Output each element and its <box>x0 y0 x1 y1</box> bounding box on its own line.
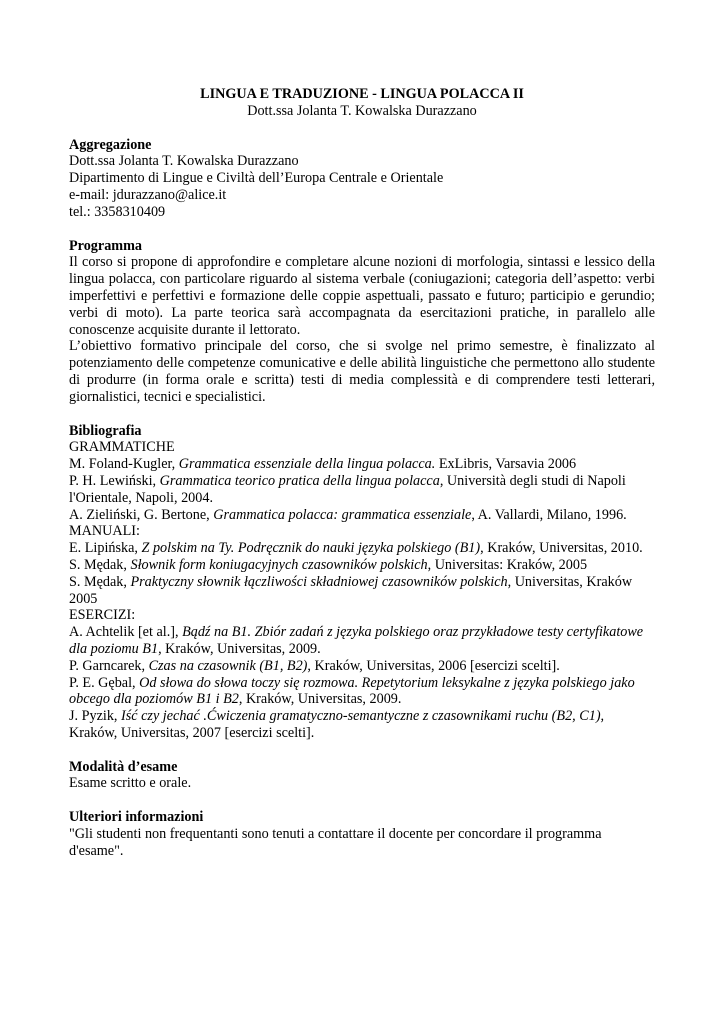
entry-author: A. Zieliński, G. Bertone, <box>69 506 214 523</box>
aggregazione-phone: tel.: 3358310409 <box>69 203 166 220</box>
entry-publisher: , Kraków, Universitas, 2006 [esercizi scelti]. <box>307 657 560 674</box>
entry-author: P. E. Gębal, <box>69 674 140 691</box>
programma-paragraph: Il corso si propone di approfondire e completare alcune nozioni di morfologia, sintassi e lessico della lingua polacca, con particolare riguardo al sistema verbale (coniugazioni; categoria dell’aspetto: verbi imperfettivi e perfettivi e formazione delle coppie aspettuali, passato e futuro; participio e gerundio; verbi di moto). La parte teorica sarà accompagnata da esercitazioni pratiche, in parallelo alle conoscenze acquisite durante il lettorato. <box>69 254 655 338</box>
aggregazione-email: e-mail: jdurazzano@alice.it <box>69 186 227 203</box>
entry-publisher: , A. Vallardi, Milano, 1996. <box>471 506 627 523</box>
bibliography-entry <box>69 507 655 524</box>
bibliography-entry <box>69 456 655 473</box>
entry-publisher: , Universitas, Kraków 2005 <box>69 573 633 607</box>
entry-title: Iść czy jechać .Ćwiczenia gramatyczno-semantyczne z czasownikami ruchu (B2, C1), <box>121 708 605 725</box>
document-page <box>69 86 655 860</box>
esercizi-label: ESERCIZI: <box>69 607 136 624</box>
section-programma <box>69 238 655 406</box>
entry-author: S. Mędak, <box>69 573 131 590</box>
entry-publisher: ExLibris, Varsavia 2006 <box>435 456 577 473</box>
entry-publisher: , Università degli studi di Napoli l'Orientale, Napoli, 2004. <box>69 472 626 506</box>
bibliography-entry <box>69 624 655 658</box>
bibliography-entry <box>69 574 655 608</box>
entry-title: Grammatica teorico pratica della lingua polacca <box>159 472 440 489</box>
entry-author: P. H. Lewiński, <box>69 472 160 489</box>
bibliography-entry <box>69 708 655 742</box>
ulteriori-heading: Ulteriori informazioni <box>69 809 204 826</box>
entry-publisher: , Kraków, Universitas, 2009. <box>158 640 321 657</box>
aggregazione-name: Dott.ssa Jolanta T. Kowalska Durazzano <box>69 153 299 170</box>
entry-title: Bądź na B1. Zbiór zadań z języka polskiego oraz przykładowe testy certyfikatowe dla poziomu B1 <box>69 624 644 657</box>
course-title: LINGUA E TRADUZIONE - LINGUA POLACCA II <box>200 86 524 102</box>
entry-author: P. Garncarek, <box>69 657 149 674</box>
entry-author: S. Mędak, <box>69 556 131 573</box>
entry-title: Grammatica essenziale della lingua polacca. <box>178 456 436 473</box>
ulteriori-text: "Gli studenti non frequentanti sono tenuti a contattare il docente per concordare il programma d'esame". <box>69 826 602 859</box>
entry-publisher: , Kraków, Universitas, 2009. <box>238 691 402 708</box>
entry-author: M. Foland-Kugler, <box>69 456 179 473</box>
programma-heading: Programma <box>69 237 143 254</box>
entry-title: Z polskim na Ty. Podręcznik do nauki języka polskiego (B1) <box>141 540 481 557</box>
section-ulteriori <box>69 809 655 859</box>
bibliografia-heading: Bibliografia <box>69 422 142 439</box>
entry-title: Czas na czasownik (B1, B2) <box>148 657 308 674</box>
aggregazione-department: Dipartimento di Lingue e Civiltà dell’Europa Centrale e Orientale <box>69 170 444 187</box>
entry-title: Od słowa do słowa toczy się rozmowa. Repetytorium leksykalne z języka polskiego jako obcego dla poziomów B1 i B2 <box>69 674 635 708</box>
entry-publisher: , Universitas: Kraków, 2005 <box>427 556 588 573</box>
entry-author: E. Lipińska, <box>69 540 142 557</box>
section-modalita <box>69 759 655 793</box>
aggregazione-heading: Aggregazione <box>69 136 152 153</box>
course-author: Dott.ssa Jolanta T. Kowalska Durazzano <box>247 102 477 119</box>
bibliography-entry <box>69 540 655 557</box>
modalita-heading: Modalità d’esame <box>69 758 178 775</box>
entry-title: Grammatica polacca: grammatica essenziale <box>213 506 472 523</box>
section-aggregazione <box>69 137 655 221</box>
entry-title: Słownik form koniugacyjnych czasowników polskich <box>130 556 428 573</box>
grammatiche-label: GRAMMATICHE <box>69 439 175 456</box>
bibliography-entry <box>69 675 655 709</box>
manuali-label: MANUALI: <box>69 523 140 540</box>
section-bibliografia <box>69 423 655 742</box>
bibliography-entry <box>69 658 655 675</box>
entry-title: Praktyczny słownik łączliwości składniowej czasowników polskich <box>130 573 508 590</box>
entry-publisher: , Kraków, Universitas, 2010. <box>480 540 643 557</box>
entry-publisher: Kraków, Universitas, 2007 [esercizi scelti]. <box>69 724 315 741</box>
modalita-text: Esame scritto e orale. <box>69 775 192 792</box>
entry-author: J. Pyzik, <box>69 708 122 725</box>
bibliography-entry <box>69 557 655 574</box>
title-block <box>69 86 655 120</box>
bibliography-entry <box>69 473 655 507</box>
programma-paragraph: L’obiettivo formativo principale del corso, che si svolge nel primo semestre, è finalizzato al potenziamento delle competenze comunicative e delle abilità linguistiche che permettono allo studente di produrre (in forma orale e scritta) testi di media complessità e di comprendere testi letterari, giornalistici, tecnici e specialistici. <box>69 338 655 405</box>
entry-author: A. Achtelik [et al.], <box>69 624 183 641</box>
